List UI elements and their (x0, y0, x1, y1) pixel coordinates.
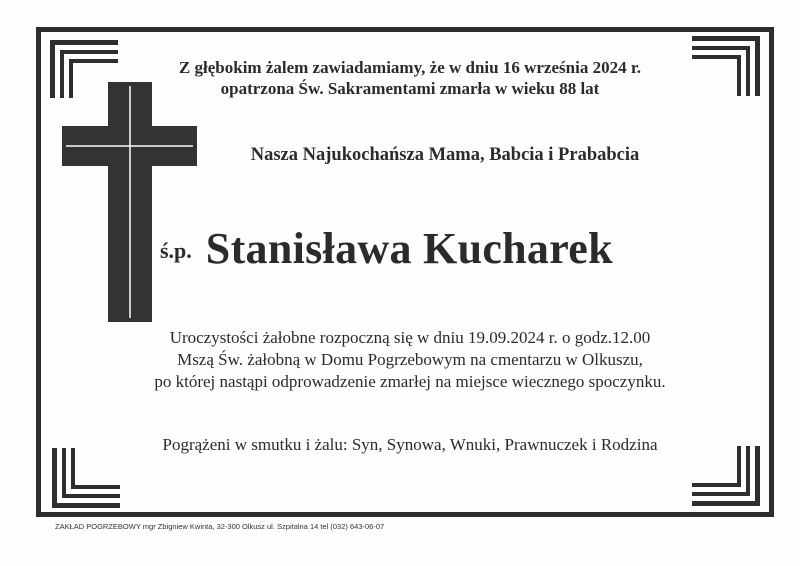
ceremony-line-3: po której nastąpi odprowadzenie zmarłej na miejsce wiecznego spoczynku. (154, 372, 666, 391)
corner-ornament-bottom-right (692, 446, 762, 508)
announcement-line-1: Z głębokim żalem zawiadamiamy, że w dniu 16 września 2024 r. (178, 58, 642, 77)
cross-icon (62, 82, 197, 322)
deceased-name: Stanisława Kucharek (205, 224, 613, 273)
name-prefix: ś.p. (160, 238, 192, 263)
announcement-line-2: opatrzona Św. Sakramentami zmarła w wieku 88 lat (220, 79, 600, 98)
relation-line: Nasza Najukochańsza Mama, Babcia i Prababcia (250, 145, 640, 165)
corner-ornament-bottom-left (52, 448, 122, 510)
funeral-home-footer: ZAKŁAD POGRZEBOWY mgr Zbigniew Kwinta, 32-300 Olkusz ul. Szpitalna 14 tel (032) 643-06-07 (55, 522, 385, 531)
mourners-line: Pogrążeni w smutku i żalu: Syn, Synowa, Wnuki, Prawnuczek i Rodzina (162, 435, 658, 454)
ceremony-line-1: Uroczystości żałobne rozpoczną się w dniu 19.09.2024 r. o godz.12.00 (169, 328, 651, 347)
ceremony-line-2: Mszą Św. żałobną w Domu Pogrzebowym na cmentarzu w Olkuszu, (177, 350, 643, 369)
deceased-name-row (160, 223, 613, 274)
